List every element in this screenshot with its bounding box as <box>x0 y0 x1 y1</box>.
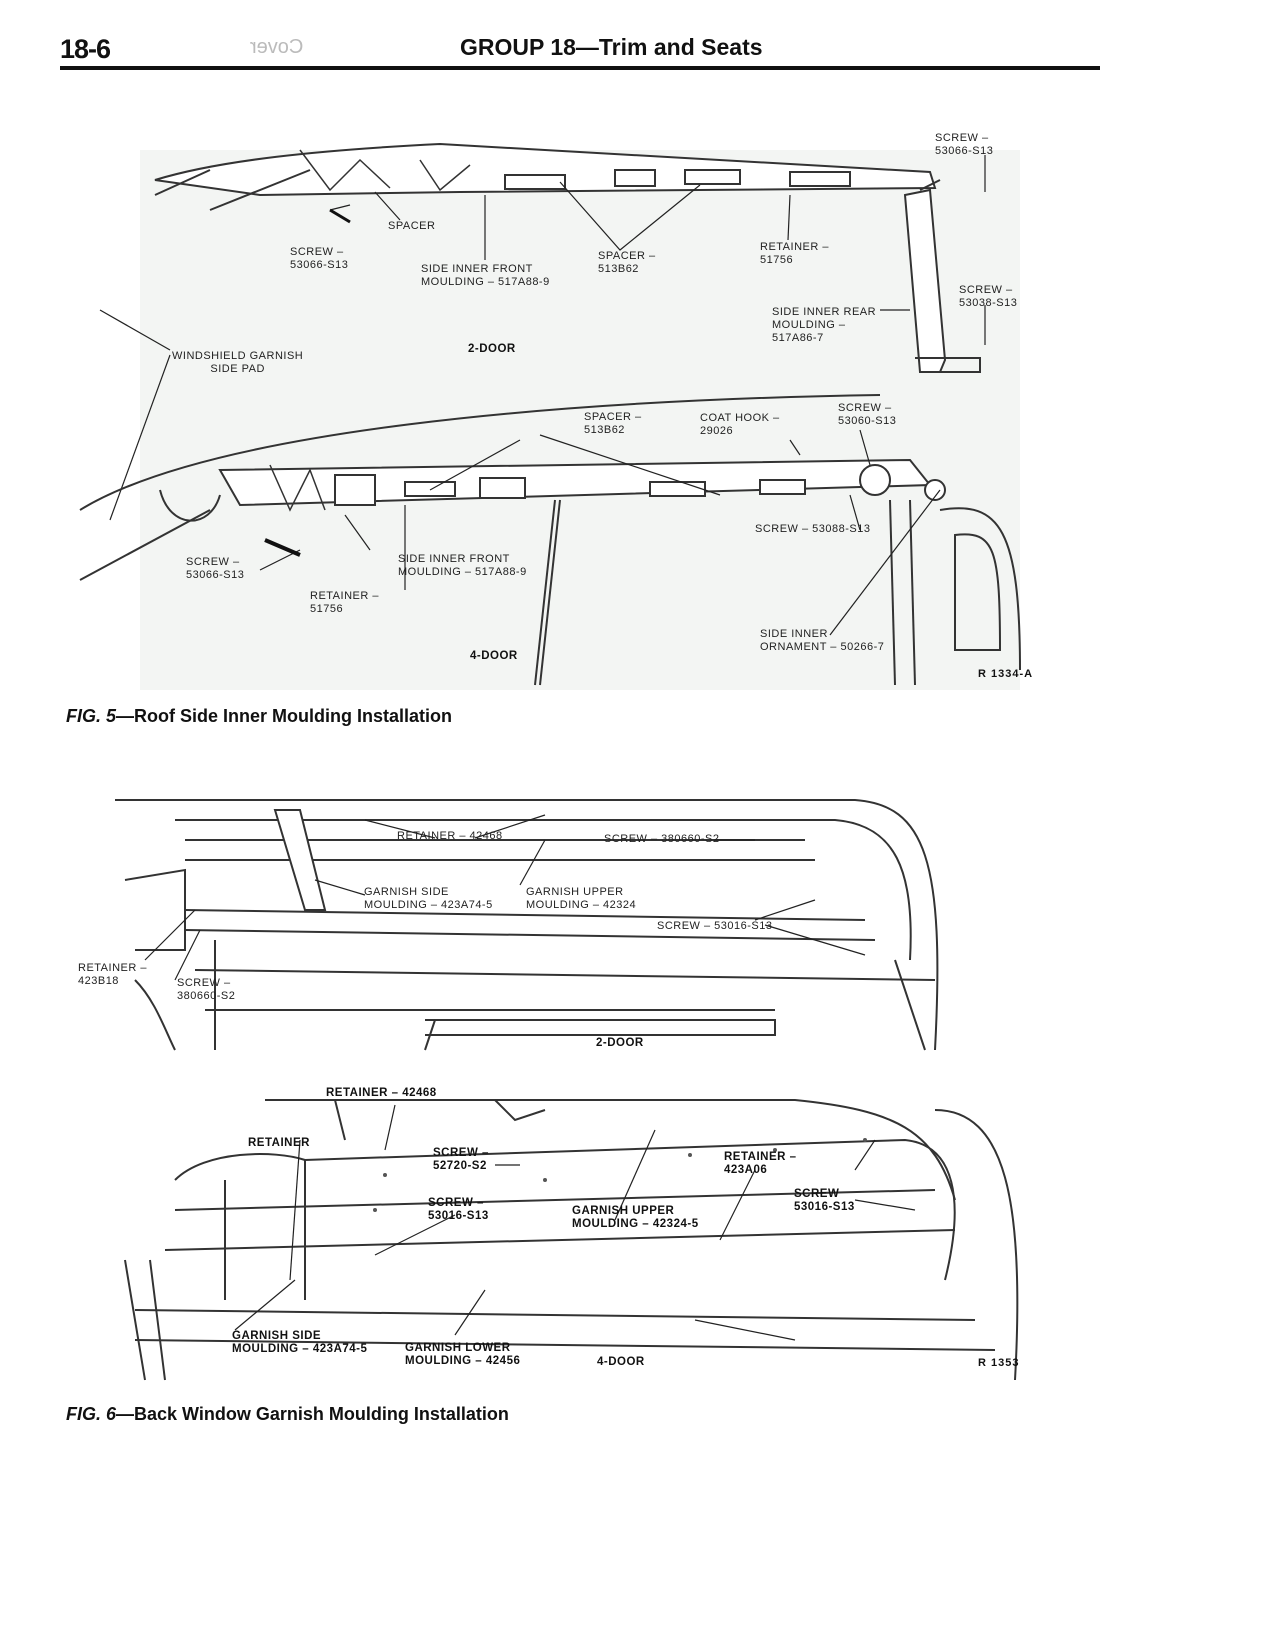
figure-6-code: R 1353 <box>978 1357 1020 1369</box>
figure-5-number: FIG. 5 <box>66 706 117 726</box>
figure-6-illustration <box>75 780 1035 1390</box>
label-retainer-lower: RETAINER – 51756 <box>310 590 379 615</box>
figure-5-code: R 1334-A <box>978 668 1034 680</box>
label-spacer: SPACER <box>388 220 436 232</box>
label-screw: SCREW – 53066-S13 <box>290 246 349 271</box>
label-retainer-4door: RETAINER <box>248 1137 310 1149</box>
label-screw-53060: SCREW – 53060-S13 <box>838 402 897 427</box>
label-4-door-fig6: 4-DOOR <box>597 1356 645 1368</box>
label-2-door: 2-DOOR <box>468 343 516 355</box>
label-screw-53016-4door: SCREW – 53016-S13 <box>428 1197 489 1222</box>
label-spacer-lower: SPACER – 513B62 <box>584 411 642 436</box>
header-rule <box>60 66 1100 70</box>
label-garnish-side-moulding: GARNISH SIDE MOULDING – 423A74-5 <box>364 886 493 911</box>
label-garnish-lower-moulding: GARNISH LOWER MOULDING – 42456 <box>405 1342 521 1367</box>
label-garnish-side-moulding-4door: GARNISH SIDE MOULDING – 423A74-5 <box>232 1330 368 1355</box>
label-side-inner-front-moulding-lower: SIDE INNER FRONT MOULDING – 517A88-9 <box>398 553 527 578</box>
label-retainer-42468: RETAINER – 42468 <box>397 830 503 842</box>
label-retainer-42468-4door: RETAINER – 42468 <box>326 1087 437 1099</box>
label-garnish-upper-moulding-4door: GARNISH UPPER MOULDING – 42324-5 <box>572 1205 699 1230</box>
label-side-inner-ornament: SIDE INNER ORNAMENT – 50266-7 <box>760 628 885 653</box>
label-screw-380660-lower: SCREW – 380660-S2 <box>177 977 236 1002</box>
label-4-door: 4-DOOR <box>470 650 518 662</box>
label-screw-53016: SCREW – 53016-S13 <box>657 920 773 932</box>
label-retainer-423a06: RETAINER – 423A06 <box>724 1151 797 1176</box>
label-screw-53088: SCREW – 53088-S13 <box>755 523 871 535</box>
label-windshield-garnish-pad: WINDSHIELD GARNISH SIDE PAD <box>172 350 304 375</box>
label-retainer-423b18: RETAINER – 423B18 <box>78 962 147 987</box>
label-retainer: RETAINER – 51756 <box>760 241 829 266</box>
label-screw-right: SCREW – 53038-S13 <box>959 284 1018 309</box>
label-screw-lower-left: SCREW – 53066-S13 <box>186 556 245 581</box>
label-side-inner-rear-moulding: SIDE INNER REAR MOULDING – 517A86-7 <box>772 306 877 344</box>
label-coat-hook: COAT HOOK – 29026 <box>700 412 780 437</box>
figure-5-caption <box>66 706 452 727</box>
figure-5-illustration <box>60 110 1040 690</box>
figure-6-number: FIG. 6 <box>66 1404 117 1424</box>
figure-6-caption <box>66 1404 509 1425</box>
label-screw-52720: SCREW – 52720-S2 <box>433 1147 489 1172</box>
bleed-through-text: Cover <box>250 36 304 58</box>
page-header <box>60 30 1100 70</box>
label-screw-53016-right: SCREW 53016-S13 <box>794 1188 855 1213</box>
label-screw-top-right: SCREW – 53066-S13 <box>935 132 994 157</box>
label-side-inner-front-moulding: SIDE INNER FRONT MOULDING – 517A88-9 <box>421 263 550 288</box>
label-2-door-fig6: 2-DOOR <box>596 1037 644 1049</box>
label-spacer-513b62: SPACER – 513B62 <box>598 250 656 275</box>
figure-5-title: —Roof Side Inner Moulding Installation <box>116 706 453 726</box>
group-title: GROUP 18—Trim and Seats <box>460 34 763 60</box>
label-screw-380660: SCREW – 380660-S2 <box>604 833 720 845</box>
label-garnish-upper-moulding: GARNISH UPPER MOULDING – 42324 <box>526 886 637 911</box>
page-number: 18-6 <box>60 34 111 64</box>
figure-6-title: —Back Window Garnish Moulding Installation <box>116 1404 509 1424</box>
